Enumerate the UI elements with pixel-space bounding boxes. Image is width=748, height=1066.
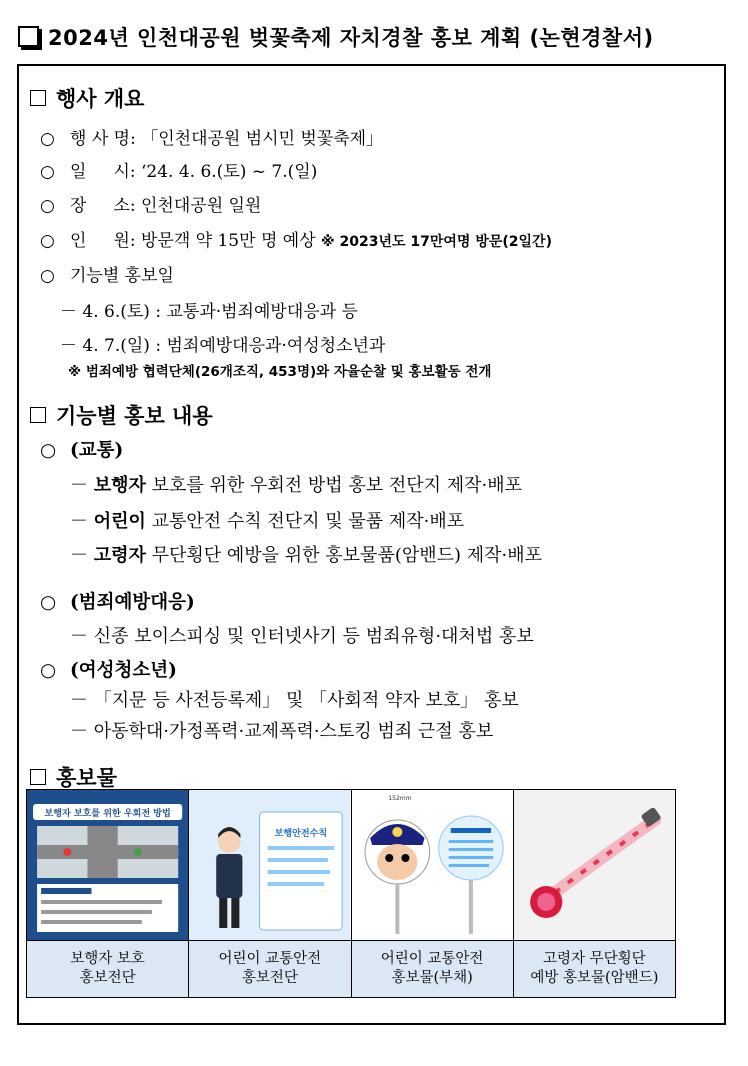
event-date-row: ○ 일 시: ‘24. 4. 6.(토) ~ 7.(일): [40, 162, 318, 182]
caption-armband: 고령자 무단횡단 예방 홍보물(암밴드): [513, 941, 675, 998]
page-title: [18, 22, 654, 52]
section-overview-heading: 행사 개요: [30, 83, 144, 113]
section-promo-heading: 기능별 홍보 내용: [30, 400, 213, 430]
flyer2-title: 보행안전수칙: [274, 829, 328, 839]
crime-title: ○ (범죄예방대응): [40, 592, 195, 613]
caption-child-flyer: 어린이 교통안전 홍보전단: [189, 941, 351, 998]
schedule-row: ○ 기능별 홍보일: [40, 266, 174, 286]
flyer1-title: 보행자 보호를 위한 우회전 방법: [44, 809, 171, 819]
materials-table: [26, 789, 676, 998]
page-title-text: 2024년 인천대공원 벚꽃축제 자치경찰 홍보 계획 (논현경찰서): [48, 26, 654, 50]
checkbox-icon: [18, 26, 39, 47]
youth-title: ○ (여성청소년): [40, 660, 177, 681]
traffic-item: － 어린이 교통안전 수칙 전단지 및 물품 제작·배포: [70, 511, 465, 532]
youth-item: － 아동학대·가정폭력·교제폭력·스토킹 범죄 근절 홍보: [70, 721, 494, 742]
flyer-pedestrian-image: [27, 790, 189, 941]
caption-pedestrian: 보행자 보호 홍보전단: [27, 941, 189, 998]
event-people-row: ○ 인 원: 방문객 약 15만 명 예상 ※ 2023년도 17만여명 방문(2일간): [40, 231, 552, 251]
traffic-item: － 보행자 보호를 위한 우회전 방법 홍보 전단지 제작·배포: [70, 475, 523, 496]
square-bullet-icon: [30, 769, 46, 785]
flyer-child-image: [189, 790, 351, 941]
fan-size-label: 152mm: [387, 795, 412, 802]
armband-image: [513, 790, 675, 941]
schedule-note: ※ 범죄예방 협력단체(26개조직, 453명)와 자율순찰 및 홍보활동 전개: [68, 364, 492, 380]
caption-fan: 어린이 교통안전 홍보물(부채): [351, 941, 513, 998]
schedule-item: － 4. 6.(토) : 교통과·범죄예방대응과 등: [60, 302, 358, 322]
event-name-row: ○ 행 사 명: 「인천대공원 범시민 벚꽃축제」: [40, 129, 384, 149]
traffic-item: － 고령자 무단횡단 예방을 위한 홍보물품(암밴드) 제작·배포: [70, 545, 543, 566]
traffic-title: ○ (교통): [40, 440, 124, 461]
fan-image: [351, 790, 513, 941]
section-materials-heading: 홍보물: [30, 762, 117, 792]
event-place-row: ○ 장 소: 인천대공원 일원: [40, 196, 262, 216]
square-bullet-icon: [30, 90, 46, 106]
crime-item: － 신종 보이스피싱 및 인터넷사기 등 범죄유형·대처법 홍보: [70, 626, 534, 647]
square-bullet-icon: [30, 407, 46, 423]
youth-item: － 「지문 등 사전등록제」 및 「사회적 약자 보호」 홍보: [70, 690, 519, 711]
people-note: ※ 2023년도 17만여명 방문(2일간): [321, 234, 552, 250]
schedule-item: － 4. 7.(일) : 범죄예방대응과·여성청소년과: [60, 336, 386, 356]
